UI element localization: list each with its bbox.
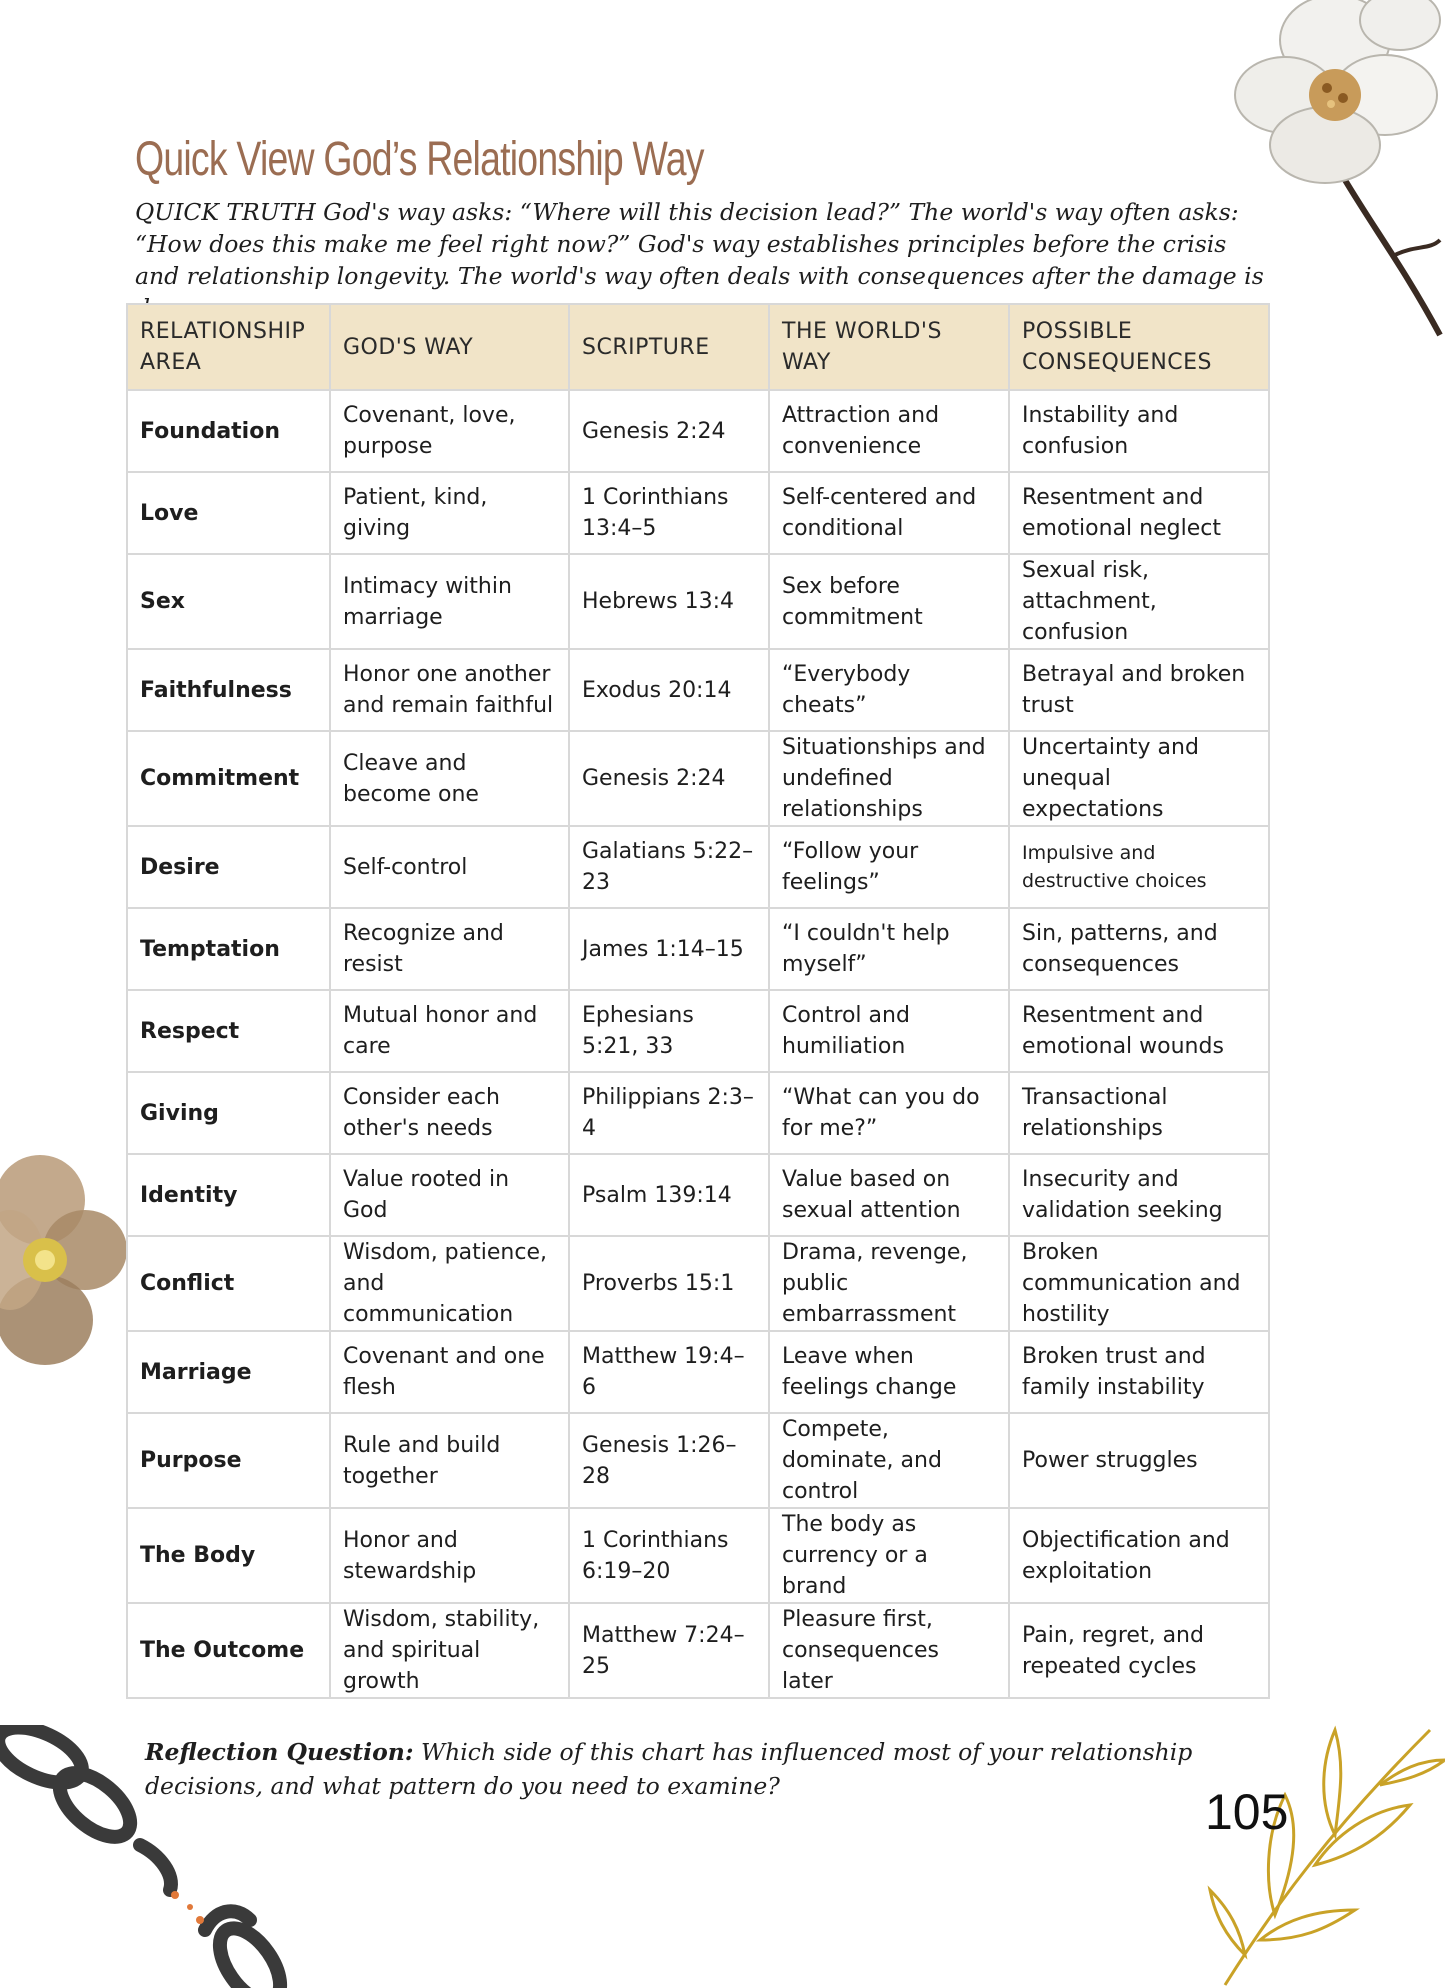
table-row (127, 908, 1269, 990)
worlds-way-cell: Attraction and convenience (769, 390, 1009, 472)
area-cell: Faithfulness (127, 649, 330, 731)
table-row (127, 554, 1269, 649)
header-gods-way: GOD'S WAY (330, 304, 569, 390)
consequences-cell: Pain, regret, and repeated cycles (1009, 1603, 1269, 1698)
area-cell: Marriage (127, 1331, 330, 1413)
area-cell: Desire (127, 826, 330, 908)
gods-way-cell: Mutual honor and care (330, 990, 569, 1072)
table-row (127, 1603, 1269, 1698)
consequences-cell: Insecurity and validation seeking (1009, 1154, 1269, 1236)
area-cell: Purpose (127, 1413, 330, 1508)
header-relationship-area: RELATIONSHIP AREA (127, 304, 330, 390)
scripture-cell: James 1:14–15 (569, 908, 769, 990)
area-cell: Temptation (127, 908, 330, 990)
gods-way-cell: Honor one another and remain faithful (330, 649, 569, 731)
gods-way-cell: Covenant, love, purpose (330, 390, 569, 472)
gods-way-cell: Honor and stewardship (330, 1508, 569, 1603)
worlds-way-cell: Compete, dominate, and control (769, 1413, 1009, 1508)
area-cell: Commitment (127, 731, 330, 826)
consequences-cell: Uncertainty and unequal expectations (1009, 731, 1269, 826)
gods-way-cell: Self-control (330, 826, 569, 908)
gods-way-cell: Cleave and become one (330, 731, 569, 826)
consequences-cell: Transactional relationships (1009, 1072, 1269, 1154)
table-row (127, 472, 1269, 554)
scripture-cell: Proverbs 15:1 (569, 1236, 769, 1331)
scripture-cell: Psalm 139:14 (569, 1154, 769, 1236)
area-cell: Love (127, 472, 330, 554)
worlds-way-cell: “I couldn't help myself” (769, 908, 1009, 990)
page-title: Quick View God’s Relationship Way (135, 133, 704, 186)
header-scripture: SCRIPTURE (569, 304, 769, 390)
table-row (127, 1236, 1269, 1331)
scripture-cell: 1 Corinthians 6:19–20 (569, 1508, 769, 1603)
relationship-comparison-table (126, 303, 1270, 1699)
area-cell: Conflict (127, 1236, 330, 1331)
consequences-cell: Resentment and emotional neglect (1009, 472, 1269, 554)
worlds-way-cell: Value based on sexual attention (769, 1154, 1009, 1236)
area-cell: Respect (127, 990, 330, 1072)
area-cell: The Outcome (127, 1603, 330, 1698)
scripture-cell: 1 Corinthians 13:4–5 (569, 472, 769, 554)
consequences-cell: Objectification and exploitation (1009, 1508, 1269, 1603)
table-row (127, 826, 1269, 908)
area-cell: Sex (127, 554, 330, 649)
reflection-text: Which side of this chart has influenced most of your relationship decisions, and what pattern do you need to examine? (145, 1738, 1193, 1800)
consequences-cell: Resentment and emotional wounds (1009, 990, 1269, 1072)
gods-way-cell: Consider each other's needs (330, 1072, 569, 1154)
consequences-cell: Broken trust and family instability (1009, 1331, 1269, 1413)
reflection-label: Reflection Question: (145, 1738, 414, 1766)
scripture-cell: Philippians 2:3–4 (569, 1072, 769, 1154)
worlds-way-cell: “Follow your feelings” (769, 826, 1009, 908)
consequences-cell: Instability and confusion (1009, 390, 1269, 472)
scripture-cell: Hebrews 13:4 (569, 554, 769, 649)
area-cell: Foundation (127, 390, 330, 472)
scripture-cell: Ephesians 5:21, 33 (569, 990, 769, 1072)
worlds-way-cell: Situationships and undefined relationships (769, 731, 1009, 826)
worlds-way-cell: Self-centered and conditional (769, 472, 1009, 554)
worlds-way-cell: The body as currency or a brand (769, 1508, 1009, 1603)
consequences-cell: Sexual risk, attachment, confusion (1009, 554, 1269, 649)
consequences-cell: Power struggles (1009, 1413, 1269, 1508)
table-row (127, 731, 1269, 826)
scripture-cell: Exodus 20:14 (569, 649, 769, 731)
quick-truth-intro: QUICK TRUTH God's way asks: “Where will this decision lead?” The world's way often asks: “How does this make me feel right now?” God's way establishes principles before the crisis and relationship longevity. The world's way often deals with consequences after the damage is (135, 198, 1264, 290)
table-row (127, 390, 1269, 472)
worlds-way-cell: Control and humiliation (769, 990, 1009, 1072)
consequences-cell: Impulsive and destructive choices (1009, 826, 1269, 908)
scripture-cell: Genesis 1:26–28 (569, 1413, 769, 1508)
table-row (127, 1508, 1269, 1603)
worlds-way-cell: “What can you do for me?” (769, 1072, 1009, 1154)
gods-way-cell: Covenant and one flesh (330, 1331, 569, 1413)
area-cell: Identity (127, 1154, 330, 1236)
gods-way-cell: Value rooted in God (330, 1154, 569, 1236)
consequences-cell: Betrayal and broken trust (1009, 649, 1269, 731)
table-row (127, 1154, 1269, 1236)
table-row (127, 649, 1269, 731)
gods-way-cell: Wisdom, patience, and communication (330, 1236, 569, 1331)
reflection-question (145, 1735, 1255, 1803)
area-cell: The Body (127, 1508, 330, 1603)
header-worlds-way: THE WORLD'S WAY (769, 304, 1009, 390)
worlds-way-cell: Drama, revenge, public embarrassment (769, 1236, 1009, 1331)
gods-way-cell: Recognize and resist (330, 908, 569, 990)
table-row (127, 1072, 1269, 1154)
header-possible-consequences: POSSIBLE CONSEQUENCES (1009, 304, 1269, 390)
table-header-row (127, 304, 1269, 390)
scripture-cell: Genesis 2:24 (569, 390, 769, 472)
worlds-way-cell: Pleasure first, consequences later (769, 1603, 1009, 1698)
consequences-cell: Sin, patterns, and consequences (1009, 908, 1269, 990)
worlds-way-cell: Sex before commitment (769, 554, 1009, 649)
gods-way-cell: Intimacy within marriage (330, 554, 569, 649)
table-row (127, 1413, 1269, 1508)
scripture-cell: Genesis 2:24 (569, 731, 769, 826)
area-cell: Giving (127, 1072, 330, 1154)
table-row (127, 990, 1269, 1072)
scripture-cell: Matthew 7:24–25 (569, 1603, 769, 1698)
gods-way-cell: Wisdom, stability, and spiritual growth (330, 1603, 569, 1698)
scripture-cell: Matthew 19:4–6 (569, 1331, 769, 1413)
gods-way-cell: Rule and build together (330, 1413, 569, 1508)
gods-way-cell: Patient, kind, giving (330, 472, 569, 554)
page-number: 105 (1205, 1784, 1289, 1840)
worlds-way-cell: “Everybody cheats” (769, 649, 1009, 731)
scripture-cell: Galatians 5:22–23 (569, 826, 769, 908)
gold-flower-icon (0, 1140, 130, 1380)
consequences-cell: Broken communication and hostility (1009, 1236, 1269, 1331)
table-row (127, 1331, 1269, 1413)
worlds-way-cell: Leave when feelings change (769, 1331, 1009, 1413)
